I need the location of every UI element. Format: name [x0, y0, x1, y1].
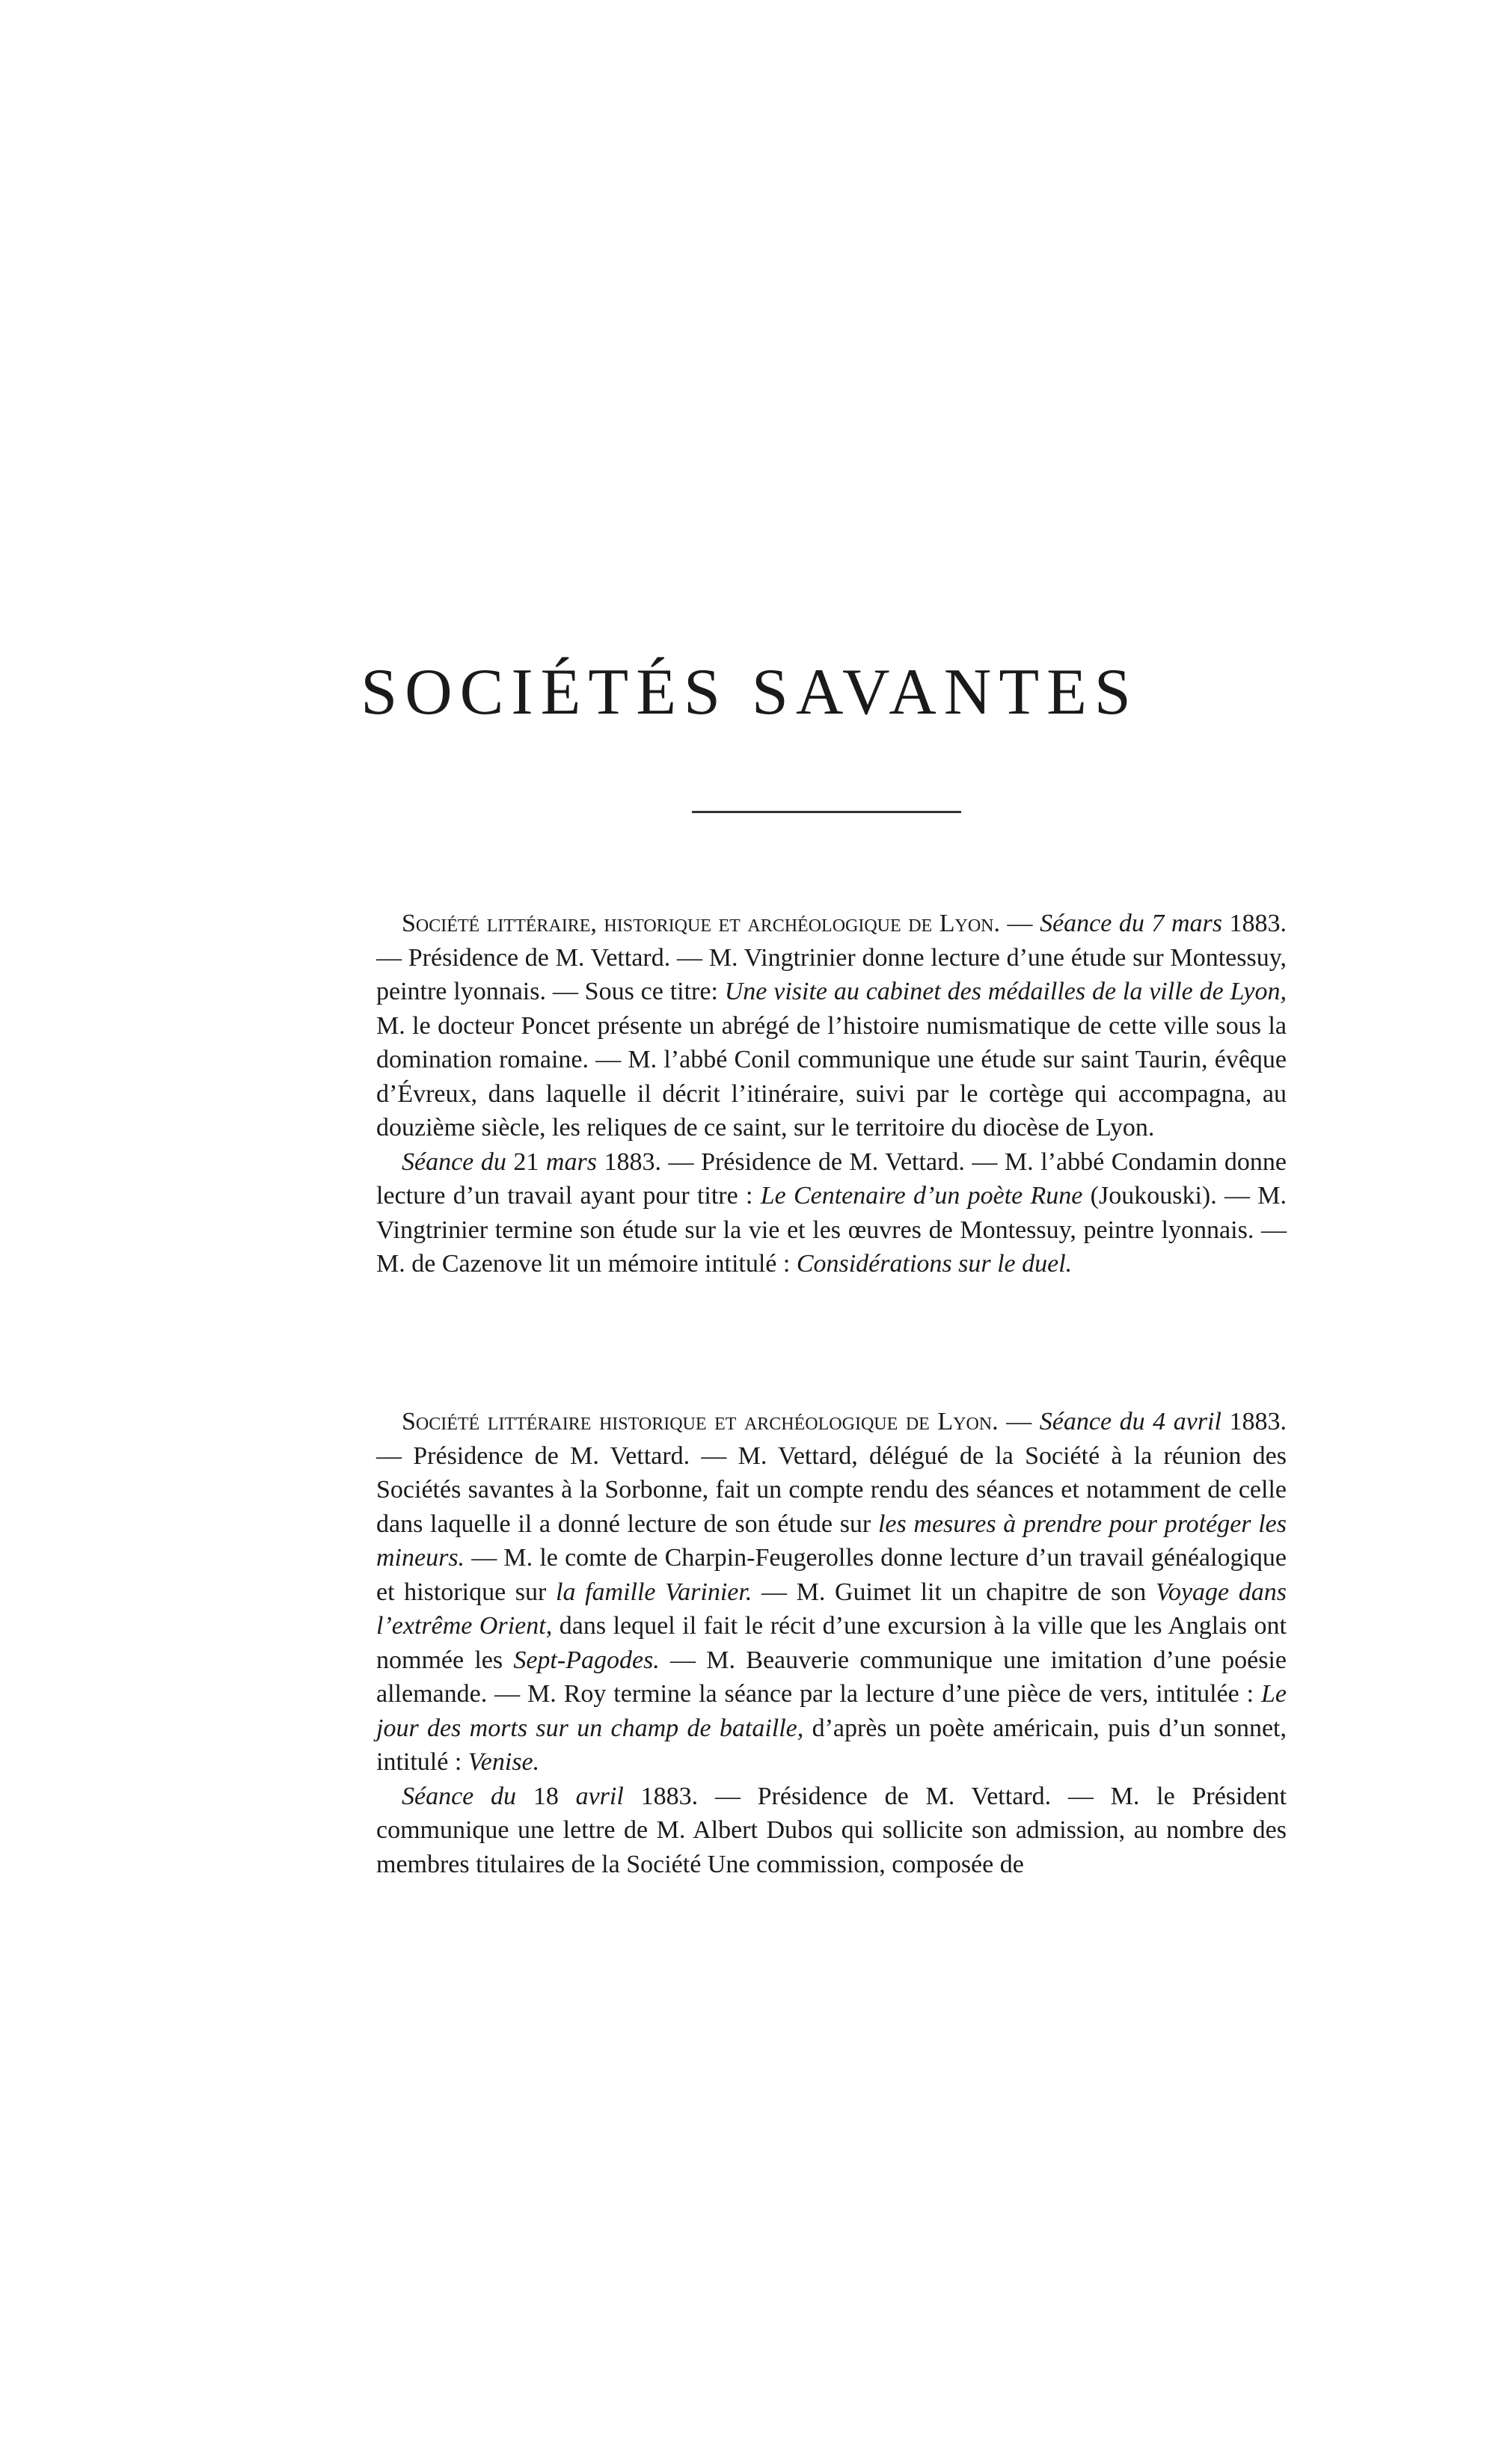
page-title: SOCIÉTÉS SAVANTES	[361, 656, 1138, 729]
italic-text: Considérations sur le duel.	[796, 1250, 1073, 1278]
italic-text: Séance du	[402, 1782, 517, 1810]
body-text: — M. Beauverie communique une imitation d’une poésie allemande. — M. Roy termine la séance par la lecture d’une pièce de vers, intitulée :	[376, 1646, 1287, 1708]
body-text: — M. le comte de Charpin-Feugerolles donne lecture d’un travail généalogique et historique sur	[376, 1544, 1287, 1606]
paragraph	[376, 1780, 1287, 1882]
italic-text: les mesures à prendre pour protéger les mineurs.	[376, 1510, 1287, 1572]
body-text: 1883. — Présidence de M. Vettard. — M. l’abbé Condamin donne lecture d’un travail ayant pour titre :	[376, 1147, 1287, 1210]
italic-text: avril	[575, 1782, 624, 1810]
body-text: —	[998, 1408, 1040, 1435]
body-text: 1883. — Présidence de M. Vettard. — M. Vingtrinier donne lecture d’une étude sur Montessuy, peintre lyonnais. — Sous ce titre:	[376, 910, 1287, 1005]
italic-text: Le jour des morts sur un champ de bataille,	[376, 1680, 1287, 1742]
italic-text: Une visite au cabinet des médailles de la ville de Lyon,	[724, 978, 1287, 1005]
society-heading: Société littéraire historique et archéologique de Lyon.	[402, 1408, 999, 1435]
body-text: — M. Guimet lit un chapitre de son	[752, 1578, 1156, 1606]
body-text: 1883. — Présidence de M. Vettard. — M. le Président communique une lettre de M. Albert Dubos qui sollicite son admission, au nombre des membres titulaires de la Société Une commission, composée de	[376, 1782, 1287, 1878]
body-text: 1883. — Présidence de M. Vettard. — M. Vettard, délégué de la Société à la réunion des Sociétés savantes à la Sorbonne, fait un compte rendu des séances et notamment de celle dans laquelle il a donné lecture de son étude sur	[376, 1408, 1287, 1538]
italic-text: Sept-Pagodes.	[513, 1646, 660, 1674]
italic-text: Voyage dans l’extrême Orient,	[376, 1578, 1287, 1640]
body-text: —	[1000, 910, 1040, 937]
paragraph	[376, 907, 1287, 1145]
italic-text: la famille Varinier.	[556, 1578, 752, 1606]
section-lyon-april	[376, 1405, 1287, 1881]
italic-text: mars	[545, 1147, 597, 1176]
body-text: 21	[506, 1147, 546, 1176]
body-text: 18	[516, 1782, 576, 1810]
body-text: d’après un poète américain, puis d’un sonnet, intitulé :	[376, 1714, 1287, 1776]
society-heading: Société littéraire, historique et archéologique de Lyon.	[402, 910, 1000, 937]
italic-text: Séance du	[402, 1147, 506, 1176]
body-text: (Joukouski). — M. Vingtrinier termine son étude sur la vie et les œuvres de Montessuy, peintre lyonnais. — M. de Cazenove lit un mémoire intitulé :	[376, 1182, 1287, 1278]
italic-text: Séance du 4 avril	[1039, 1408, 1221, 1435]
paragraph	[376, 1145, 1287, 1281]
body-text: M. le docteur Poncet présente un abrégé de l’histoire numismatique de cette ville sous la domination romaine. — M. l’abbé Conil communique une étude sur saint Taurin, évêque d’Évreux, dans laquelle il décrit l’itinéraire, suivi par le cortège qui accompagna, au douzième siècle, les reliques de ce saint, sur le territoire du diocèse de Lyon.	[376, 1011, 1287, 1141]
italic-text: Le Centenaire d’un poète Rune	[760, 1182, 1083, 1210]
paragraph	[376, 1405, 1287, 1780]
body-text: dans lequel il fait le récit d’une excursion à la ville que les Anglais ont nommée les	[376, 1612, 1287, 1674]
italic-text: Séance du 7 mars	[1040, 910, 1222, 937]
section-lyon-march	[376, 907, 1287, 1281]
italic-text: Venise.	[468, 1748, 540, 1776]
title-rule	[692, 811, 961, 813]
